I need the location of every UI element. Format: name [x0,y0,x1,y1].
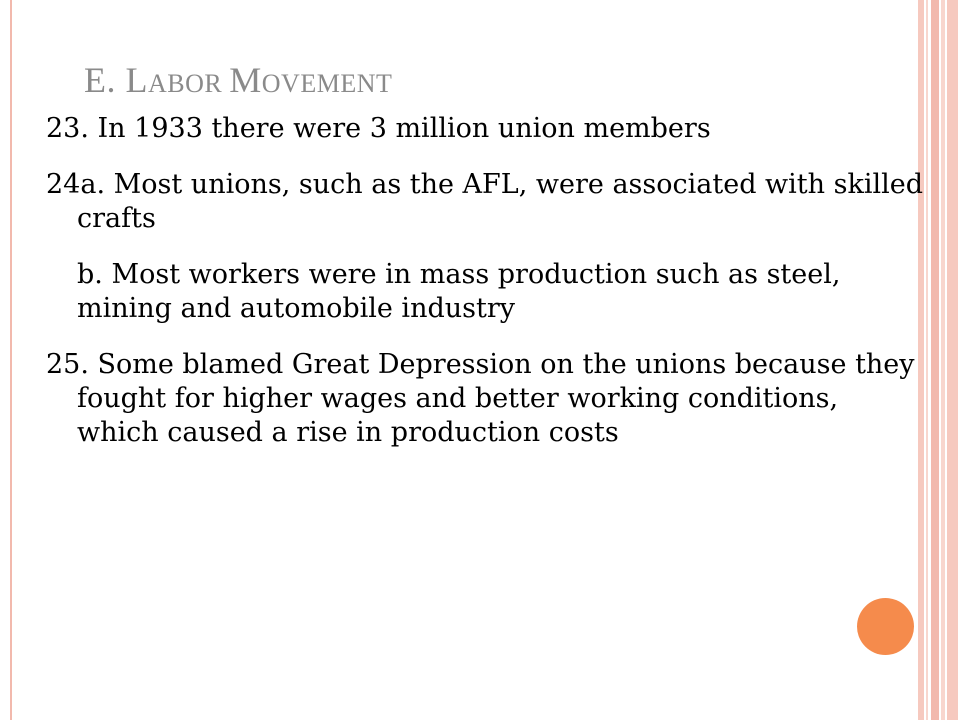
left-border-line [10,0,12,720]
body-paragraph: 24a. Most unions, such as the AFL, were associated with skilled crafts [46,169,924,234]
body-paragraph: 25. Some blamed Great Depression on the unions because they fought for higher wages and better working conditions, which caused a rise in production costs [46,349,915,448]
title-part: ABOR [148,69,230,98]
right-stripe [941,0,945,720]
body-paragraph: 23. In 1933 there were 3 million union members [46,113,711,144]
slide-title [84,60,392,104]
right-stripe [931,0,939,720]
body-paragraph: b. Most workers were in mass production such as steel, mining and automobile industry [77,259,841,324]
right-stripe [947,0,958,720]
title-part: OVEMENT [261,69,393,98]
right-stripe [926,0,928,720]
title-part: L [125,60,148,100]
title-part: M [229,60,262,100]
title-part: E. [84,60,126,100]
slide-body [46,112,926,472]
orange-circle-decoration [857,598,914,655]
